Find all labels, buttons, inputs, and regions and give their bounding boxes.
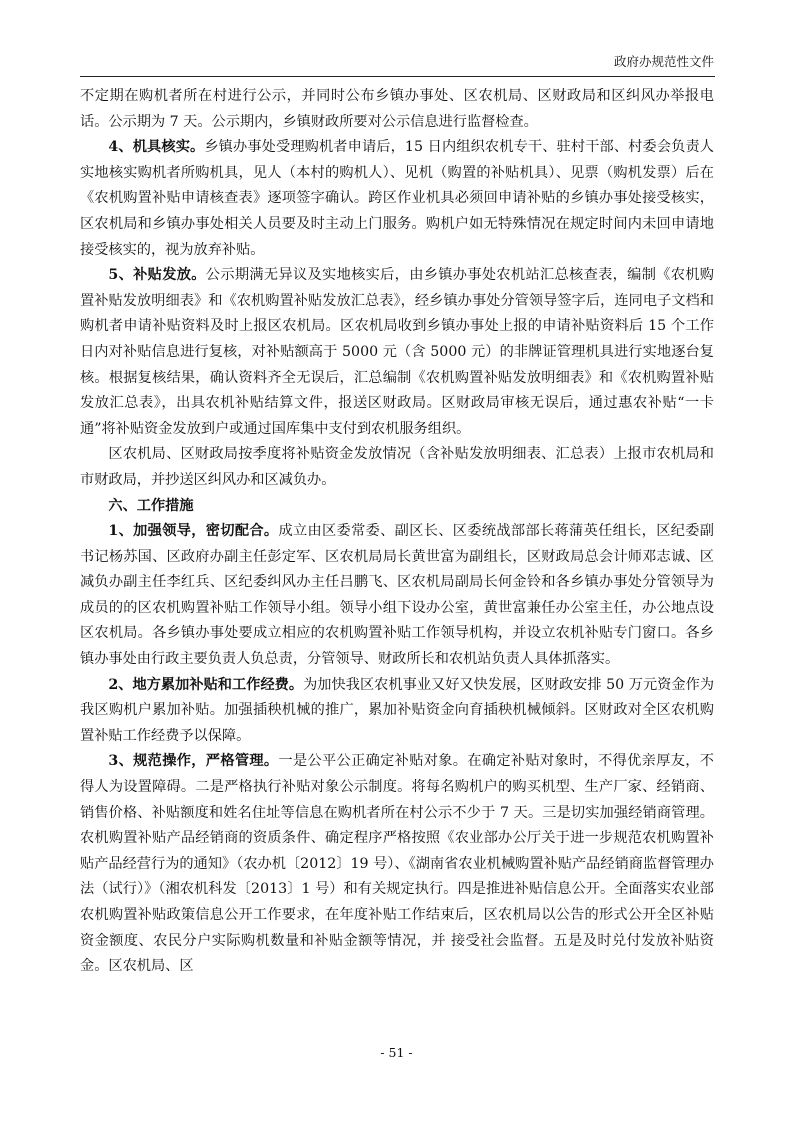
item-text: 乡镇办事处受理购机者申请后，15 日内组织农机专干、驻村干部、村委会负责人实地核实购机者所购机具，见人（本村的购机人）、见机（购置的补贴机具）、见票（购机发票）后在《农机购置补贴申请核查表》逐项签字确认。跨区作业机具必须回申请补贴的乡镇办事处接受核实，区农机局和乡镇办事处相关人员要及时主动上门服务。购机户如无特殊情况在规定时间内未回申请地接受核实的，视为放弃补贴。 <box>80 139 714 258</box>
page-number: - 51 - <box>380 1045 413 1060</box>
item-heading: 3、规范操作，严格管理。 <box>108 753 279 770</box>
running-header: 政府办规范性文件 <box>613 54 714 69</box>
item-text: 成立由区委常委、副区长、区委统战部部长蒋蒲英任组长，区纪委副书记杨苏国、区政府办副主任彭定军、区农机局局长黄世富为副组长，区财政局总会计师邓志诚、区减负办副主任李红兵、区纪委纠风办主任吕鹏飞、区农机局副局长何金铃和各乡镇办事处分管领导为成员的的区农机购置补贴工作领导小组。领导小组下设办公室，黄世富兼任办公室主任，办公地点设区农机局。各乡镇办事处要成立相应的农机购置补贴工作领导机构，并设立农机补贴专门窗口。各乡镇办事处由行政主要负责人负总责，分管领导、财政所长和农机站负责人具体抓落实。 <box>80 523 714 668</box>
paragraph-subsidy-payment <box>80 263 714 442</box>
paragraph-publicity-continued: 不定期在购机者所在村进行公示，并同时公布乡镇办事处、区农机局、区财政局和区纠风办举报电话。公示期为 7 天。公示期内，乡镇财政所要对公示信息进行监督检查。 <box>80 88 714 130</box>
paragraph-quarterly-report: 区农机局、区财政局按季度将补贴资金发放情况（含补贴发放明细表、汇总表）上报市农机局和市财政局，并抄送区纠风办和区减负办。 <box>80 446 714 488</box>
section-heading-work-measures: 六、工作措施 <box>108 497 194 514</box>
document-body <box>80 84 714 980</box>
paragraph-leadership <box>80 519 714 673</box>
item-heading: 5、补贴发放。 <box>108 267 206 284</box>
item-heading: 1、加强领导，密切配合。 <box>108 523 279 540</box>
header-rule <box>80 76 715 77</box>
paragraph-standard-operation <box>80 749 714 979</box>
item-text: 为加快我区农机事业又好又快发展，区财政安排 50 万元资金作为我区购机户累加补贴。加强插秧机械的推广，累加补贴资金向育插秧机械倾斜。区财政对全区农机购置补贴工作经费予以保障。 <box>80 676 715 744</box>
item-heading: 2、地方累加补贴和工作经费。 <box>108 676 304 693</box>
item-heading: 4、机具核实。 <box>108 139 205 156</box>
paragraph-local-subsidy <box>80 673 714 750</box>
paragraph-machine-verification <box>80 135 714 263</box>
item-text: 一是公平公正确定补贴对象。在确定补贴对象时，不得优亲厚友，不得人为设置障碍。二是严格执行补贴对象公示制度。将每名购机户的购买机型、生产厂家、经销商、销售价格、补贴额度和姓名住址等信息在购机者所在村公示不少于 7 天。三是切实加强经销商管理。农机购置补贴产品经销商的资质条件、确定程序严格按照《农业部办公厅关于进一步规范农机购置补贴产品经营行为的通知》（农办机〔2012〕19 号）、《湖南省农业机械购置补贴产品经销商监督管理办法（试行）》（湘农机科发〔2013〕1 号）和有关规定执行。四是推进补贴信息公开。全面落实农业部农机购置补贴政策信息公开工作要求，在年度补贴工作结束后，区农机局以公告的形式公开全区补贴资金额度、农民分户实际购机数量和补贴金额等情况，并 接受社会监督。五是及时兑付发放补贴资金。区农机局、区 <box>80 753 714 975</box>
item-text: 公示期满无异议及实地核实后，由乡镇办事处农机站汇总核查表，编制《农机购置补贴发放明细表》和《农机购置补贴发放汇总表》，经乡镇办事处分管领导签字后，连同电子文档和购机者申请补贴资料及时上报区农机局。区农机局收到乡镇办事处上报的申请补贴资料后 15 个工作日内对补贴信息进行复核，对补贴额高于 5000 元（含 5000 元）的非牌证管理机具进行实地逐台复核。根据复核结果，确认资料齐全无误后，汇总编制《农机购置补贴发放明细表》和《农机购置补贴发放汇总表》，出具农机补贴结算文件，报送区财政局。区财政局审核无误后，通过惠农补贴“一卡通”将补贴资金发放到户或通过国库集中支付到农机服务组织。 <box>80 267 714 437</box>
